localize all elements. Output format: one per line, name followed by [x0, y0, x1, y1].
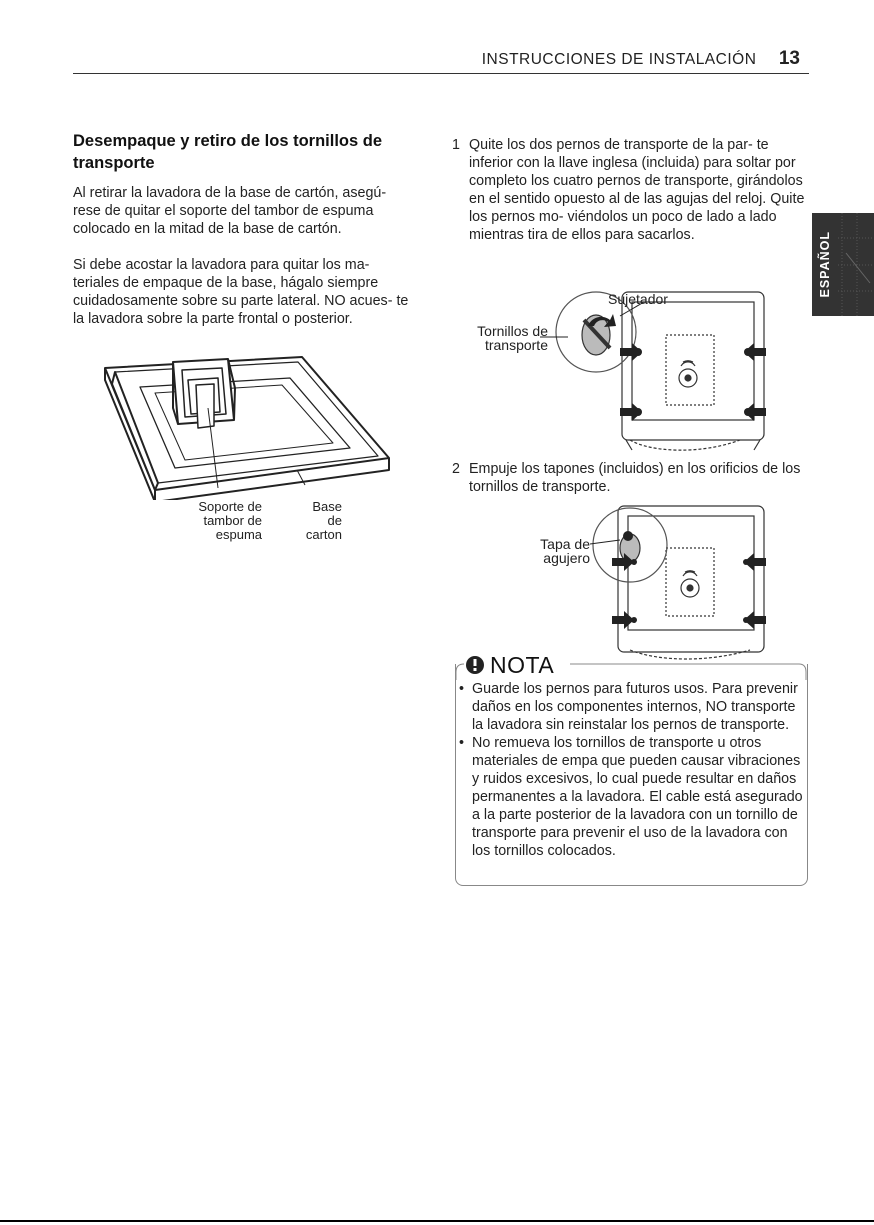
bottom-rule: [0, 1220, 874, 1222]
label-foam-support-line2: tambor de: [203, 513, 262, 528]
paragraph-remove-foam: Al retirar la lavadora de la base de cartón, asegú- rese de quitar el soporte del tambor de espuma colocado en la mitad de la base de cartón.: [73, 185, 387, 237]
label-hole-cap-line1: Tapa de: [540, 536, 590, 552]
label-foam-support-line3: espuma: [215, 527, 262, 542]
label-cardboard-base-line3: carton: [305, 527, 342, 542]
page-header: [420, 48, 800, 70]
label-foam-support-line1: Soporte de: [198, 499, 262, 514]
step-1-text: Quite los dos pernos de transporte de la par- te inferior con la llave inglesa (incluida) para soltar por completo los cuatro pernos de transporte, girándolos en el sentido opuesto al de las agujas del reloj. Quite los pernos mo- viéndolos un poco de lado a lado mientras tira de ellos para sacarlos.: [469, 137, 805, 243]
cardboard-base-illustration: [100, 340, 400, 500]
page-number: 13: [778, 48, 800, 69]
label-transport-bolts-line1: Tornillos de: [477, 323, 548, 339]
section-title: Desempaque y retiro de los tornillos de transporte: [73, 132, 382, 172]
label-hole-cap-line2: agujero: [543, 550, 590, 566]
label-cardboard-base-line1: Base: [312, 499, 342, 514]
note-item: • Guarde los pernos para futuros usos. Para prevenir daños en los componentes internos, NO transporte la lavadora sin reinstalar los pernos de transporte.: [458, 680, 804, 734]
note-title: NOTA: [490, 652, 555, 678]
header-title: INSTRUCCIONES DE INSTALACIÓN: [481, 51, 757, 68]
note-list: [458, 680, 804, 860]
paragraph-lay-side: Si debe acostar la lavadora para quitar los ma- teriales de empaque de la base, hágalo siempre cuidadosamente sobre su parte lateral. NO acues- te la lavadora sobre la parte frontal o posterior.: [73, 257, 409, 327]
header-rule: [73, 73, 809, 74]
washer-hole-caps-illustration: [590, 500, 770, 660]
label-transport-bolts-line2: transporte: [484, 337, 548, 353]
step-2-number: 2: [452, 461, 460, 477]
language-tab-label-wrap: [812, 213, 838, 316]
step-1-number: 1: [452, 137, 460, 153]
label-bracket: Sujetador: [608, 291, 668, 307]
step-2-text: Empuje los tapones (incluidos) en los orificios de los tornillos de transporte.: [469, 461, 801, 495]
language-tab-label: ESPAÑOL: [818, 231, 832, 298]
note-item: • No remueva los tornillos de transporte u otros materiales de empa que pueden causar vibraciones y ruidos excesivos, lo cual puede resultar en daños permanentes a la lavadora. El cable está asegurado a la parte posterior de la lavadora con un tornillo de transporte para prevenir el uso de la lavadora con los tornillos colocados.: [458, 734, 804, 860]
label-cardboard-base-line2: de: [327, 513, 342, 528]
